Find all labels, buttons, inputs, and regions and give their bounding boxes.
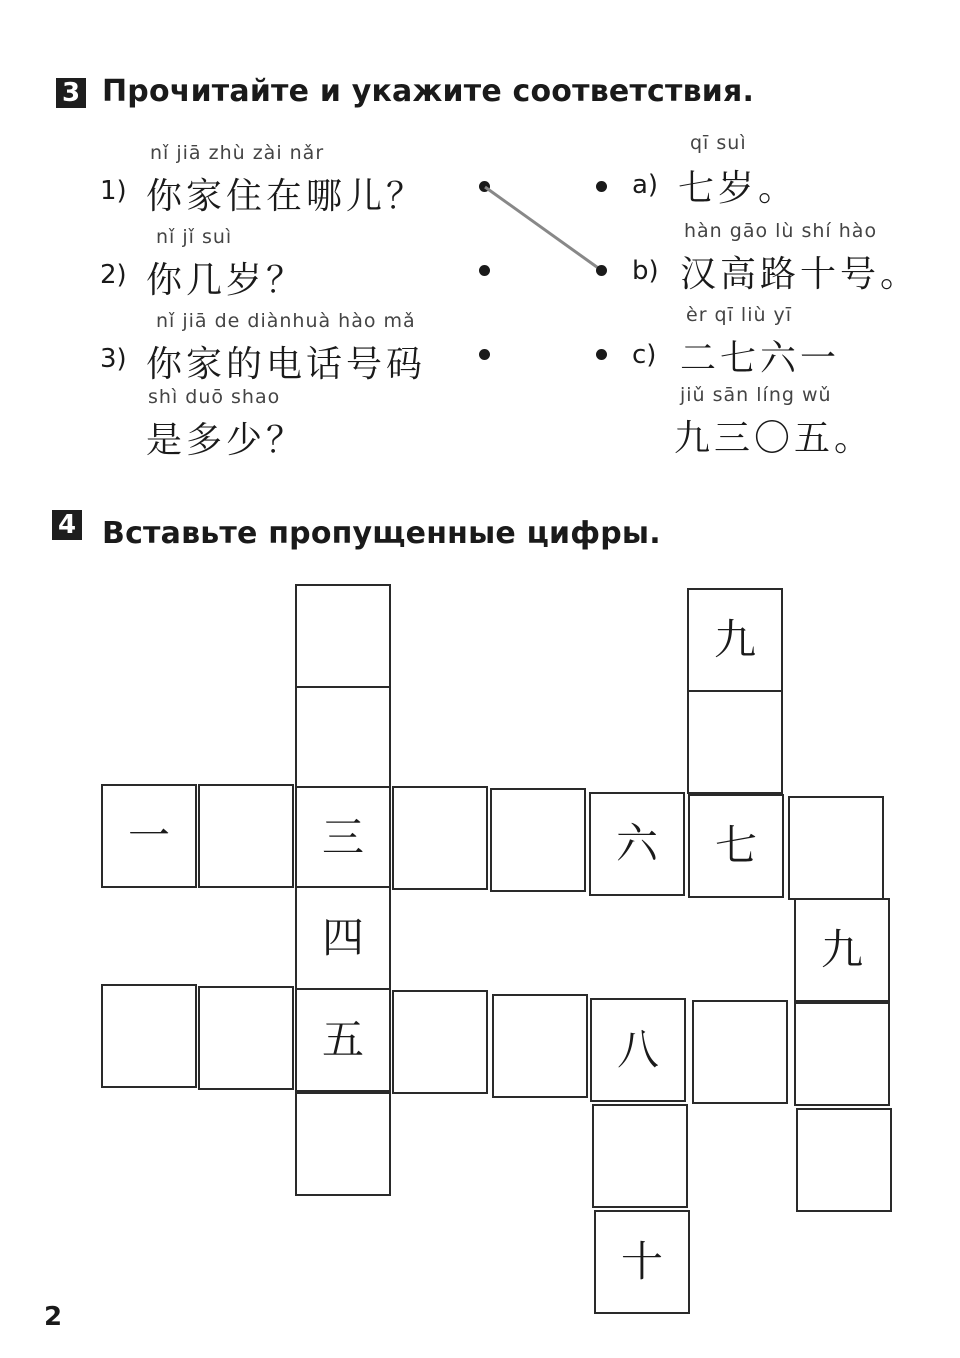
crossword-cell[interactable] — [392, 786, 488, 890]
question-pinyin: shì duō shao — [148, 386, 281, 408]
exercise-number: 4 — [52, 510, 82, 540]
answer-text: 七岁。 — [678, 168, 799, 209]
crossword-cell[interactable]: 四 — [295, 886, 391, 990]
answer-label: b) — [632, 256, 659, 286]
crossword-cell[interactable] — [794, 1002, 890, 1106]
crossword-cell[interactable] — [692, 1000, 788, 1104]
question-label: 2) — [100, 260, 127, 290]
answer-pinyin: hàn gāo lù shí hào — [684, 220, 878, 242]
match-dot-left[interactable] — [479, 265, 490, 276]
match-dot-right[interactable] — [596, 349, 607, 360]
question-pinyin: nǐ jiā de diànhuà hào mǎ — [156, 310, 416, 332]
crossword-cell[interactable] — [392, 990, 488, 1094]
question-pinyin: nǐ jiā zhù zài nǎr — [150, 142, 325, 164]
crossword-cell[interactable]: 一 — [101, 784, 197, 888]
match-dot-right[interactable] — [596, 181, 607, 192]
answer-label: a) — [632, 170, 659, 200]
page-number: 2 — [44, 1302, 63, 1332]
crossword-cell[interactable] — [295, 584, 391, 688]
answer-text: 二七六一 — [680, 338, 841, 379]
question-label: 1) — [100, 176, 127, 206]
answer-text: 九三〇五。 — [674, 418, 875, 459]
match-dot-left[interactable] — [479, 181, 490, 192]
crossword-cell[interactable] — [490, 788, 586, 892]
crossword-cell[interactable]: 九 — [687, 588, 783, 692]
match-dot-right[interactable] — [596, 265, 607, 276]
answer-pinyin: jiǔ sān líng wǔ — [680, 384, 832, 406]
crossword-cell[interactable] — [295, 686, 391, 790]
crossword-cell[interactable]: 十 — [594, 1210, 690, 1314]
question-text: 是多少？ — [146, 420, 307, 461]
crossword-cell[interactable] — [492, 994, 588, 1098]
answer-pinyin: èr qī liù yī — [686, 304, 793, 326]
crossword-cell[interactable] — [198, 784, 294, 888]
crossword-cell[interactable] — [796, 1108, 892, 1212]
crossword-cell[interactable] — [295, 1092, 391, 1196]
exercise-number: 3 — [56, 78, 86, 108]
crossword-cell[interactable] — [101, 984, 197, 1088]
question-label: 3) — [100, 344, 127, 374]
question-text: 你家的电话号码 — [146, 344, 427, 385]
answer-label: c) — [632, 340, 657, 370]
match-dot-left[interactable] — [479, 349, 490, 360]
crossword-cell[interactable]: 八 — [590, 998, 686, 1102]
crossword-cell[interactable]: 七 — [688, 794, 784, 898]
crossword-cell[interactable] — [592, 1104, 688, 1208]
crossword-cell[interactable] — [687, 690, 783, 794]
answer-pinyin: qī suì — [690, 132, 747, 154]
exercise-title: Прочитайте и укажите соответствия. — [102, 74, 755, 109]
question-pinyin: nǐ jǐ suì — [156, 226, 233, 248]
question-text: 你家住在哪儿？ — [146, 176, 427, 217]
question-text: 你几岁？ — [146, 260, 307, 301]
crossword-cell[interactable]: 六 — [589, 792, 685, 896]
crossword-cell[interactable]: 三 — [295, 786, 391, 890]
crossword-cell[interactable]: 五 — [295, 988, 391, 1092]
crossword-cell[interactable] — [788, 796, 884, 900]
crossword-cell[interactable]: 九 — [794, 898, 890, 1002]
exercise-title: Вставьте пропущенные цифры. — [102, 516, 661, 551]
answer-text: 汉高路十号。 — [680, 254, 921, 295]
crossword-cell[interactable] — [198, 986, 294, 1090]
